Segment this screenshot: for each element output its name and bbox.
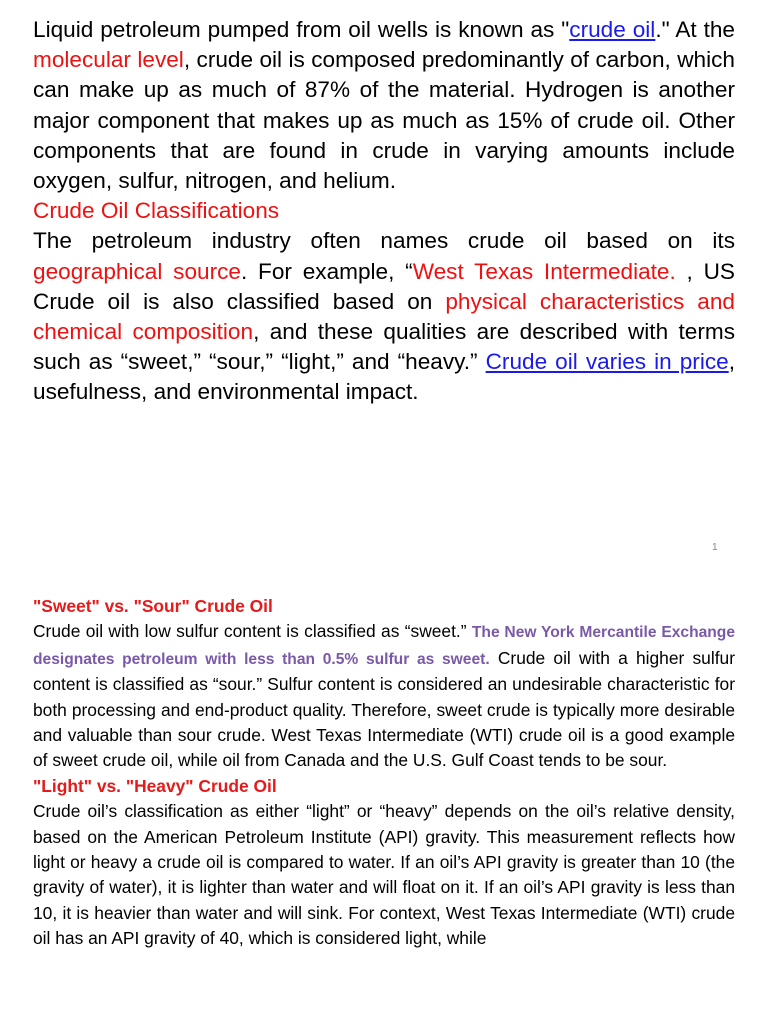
classifications-heading: Crude Oil Classifications bbox=[33, 198, 280, 224]
intro-paragraph: Liquid petroleum pumped from oil wells is known as "crude oil." At the molecular level, crude oil is composed predominantly of carbon, which can make up as much of 87% of the material. Hydrogen is another major component that makes up as much as 15% of crude oil. Other components that are found in crude in varying amounts include oxygen, sulfur, nitrogen, and helium. bbox=[33, 17, 736, 194]
molecular-level-text: molecular level bbox=[33, 47, 184, 73]
crude-oil-price-link[interactable]: Crude oil varies in price bbox=[485, 349, 729, 375]
light-heavy-paragraph: Crude oil’s classification as either “light” or “heavy” depends on the oil’s relative density, based on the American Petroleum Institute (API) gravity. This measurement reflects how light or heavy a crude oil is compared to water. If an oil’s API gravity is greater than 10 (the gravity of water), it is lighter than water and will float on it. If an oil’s API gravity is less than 10, it is heavier than water and will sink. For context, West Texas Intermediate (WTI) crude oil has an API gravity of 40, which is considered light, while bbox=[33, 801, 735, 949]
crude-oil-link[interactable]: crude oil bbox=[569, 17, 656, 42]
page-number: 1 bbox=[712, 542, 718, 553]
document-page-2 bbox=[0, 590, 768, 1024]
geographical-source-text: geographical source bbox=[33, 258, 241, 284]
classification-paragraph: The petroleum industry often names crude oil based on its geographical source. For example, “West Texas Intermediate. , US Crude oil is also classified based on physical characteristics and chemical composition, and these qualities are described with terms such as “sweet,” “sour,” “light,” and “heavy.” Crude oil varies in price, usefulness, and environmental impact. bbox=[33, 228, 735, 405]
sweet-sour-paragraph: Crude oil with low sulfur content is classified as “sweet.” The New York Mercantile Exchange designates petroleum with less than 0.5% sulfur as sweet. Crude oil with a higher sulfur content is classified as “sour.” Sulfur content is considered an undesirable characteristic for both processing and end-product quality. Therefore, sweet crude is typically more desirable and valuable than sour crude. West Texas Intermediate (WTI) crude oil is a good example of sweet crude oil, while oil from Canada and the U.S. Gulf Coast tends to be sour. bbox=[33, 621, 735, 771]
physical-characteristics-text: physical characteristics and chemical composition bbox=[33, 288, 735, 345]
light-heavy-heading: "Light" vs. "Heavy" Crude Oil bbox=[33, 775, 277, 796]
page2-body bbox=[33, 594, 735, 952]
wti-text: West Texas Intermediate. bbox=[412, 258, 676, 284]
page1-body bbox=[33, 15, 735, 408]
sweet-sour-heading: "Sweet" vs. "Sour" Crude Oil bbox=[33, 596, 273, 616]
nymex-note: The New York Mercantile Exchange designates petroleum with less than 0.5% sulfur as sweet. bbox=[33, 624, 735, 668]
